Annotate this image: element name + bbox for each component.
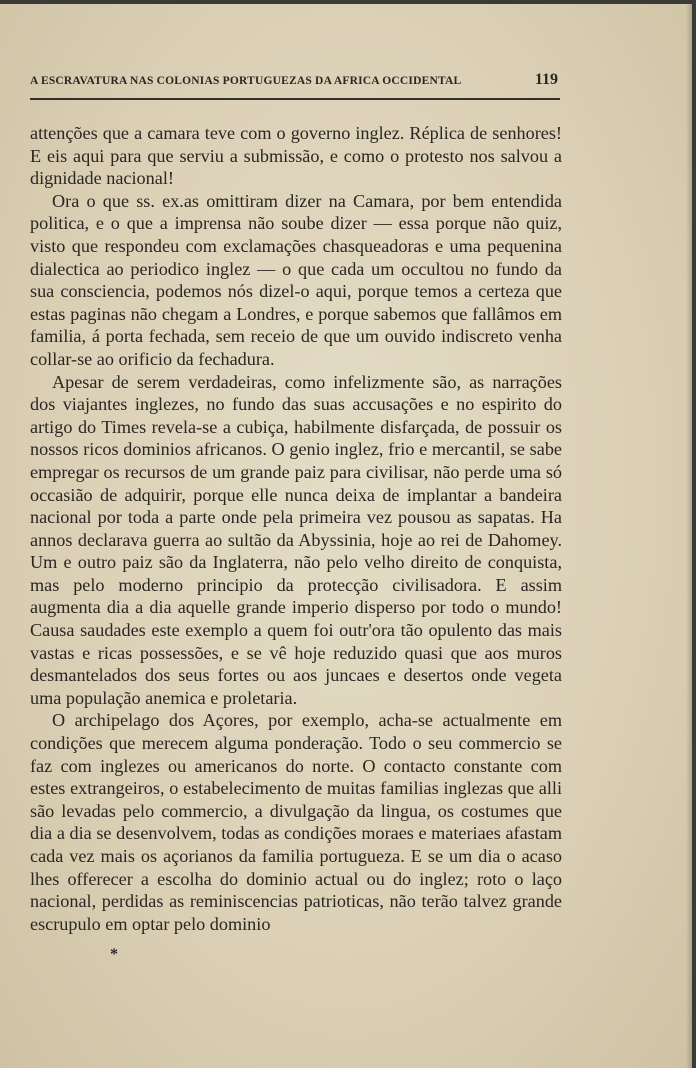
body-text [30, 122, 562, 935]
paragraph: Apesar de serem verdadeiras, como infelizmente são, as narrações dos viajantes inglezes, no fundo das suas accusações e no espirito do artigo do Times revela-se a cubiça, habilmente disfarçada, de possuir os nossos ricos dominios africanos. O genio inglez, frio e mercantil, se sabe empregar os recursos de um grande paiz para civilisar, não perde uma só occasião de adquirir, porque elle nunca deixa de implantar a bandeira nacional por toda a parte onde pela primeira vez pousou as sapatas. Ha annos declarava guerra ao sultão da Abyssinia, hoje ao rei de Dahomey. Um e outro paiz são da Inglaterra, não pelo velho direito de conquista, mas pelo moderno principio da protecção civilisadora. E assim augmenta dia a dia aquelle grande imperio disperso por todo o mundo! Causa saudades este exemplo a quem foi outr'ora tão opulento das mais vastas e ricas possessões, e se vê hoje reduzido quasi que aos muros desmantelados dos seus fortes ou aos juncaes e desertos onde vegeta uma população anemica e proletaria. [30, 371, 562, 708]
page-edge-shadow [686, 4, 692, 1068]
signature-mark: * [110, 946, 118, 963]
page-header [30, 71, 558, 93]
paragraph: Ora o que ss. ex.as omittiram dizer na Camara, por bem entendida politica, e o que a imprensa não soube dizer — essa porque não quiz, visto que respondeu com exclamações chasqueadoras e uma pequenina dialectica ao periodico inglez — o que cada um occultou no fundo da sua consciencia, podemos nós dizel-o aqui, porque temos a certeza que estas paginas não chegam a Londres, e porque sabemos que fallâmos em familia, á porta fechada, sem receio de que um ouvido indiscreto venha collar-se ao orificio da fechadura. [30, 190, 562, 369]
running-title: A ESCRAVATURA NAS COLONIAS PORTUGUEZAS DA AFRICA OCCIDENTAL [30, 75, 462, 87]
book-page [0, 4, 692, 1068]
paragraph: attenções que a camara teve com o governo inglez. Réplica de senhores! E eis aqui para que serviu a submissão, e como o protesto nos salvou a dignidade nacional! [30, 123, 562, 189]
page-number: 119 [534, 71, 558, 88]
paragraph: O archipelago dos Açores, por exemplo, acha-se actualmente em condições que merecem alguma ponderação. Todo o seu commercio se faz com inglezes ou americanos do norte. O contacto constante com estes extrangeiros, o estabelecimento de muitas familias inglezas que alli são levadas pelo commercio, a divulgação da lingua, os costumes que dia a dia se desenvolvem, todas as condições moraes e materiaes afastam cada vez mais os açorianos da familia portugueza. E se um dia o acaso lhes offerecer a escolha do dominio actual ou do inglez; roto o laço nacional, perdidas as reminiscencias patrioticas, não terão talvez grande escrupulo em optar pelo dominio [30, 710, 562, 934]
header-rule [30, 98, 560, 100]
